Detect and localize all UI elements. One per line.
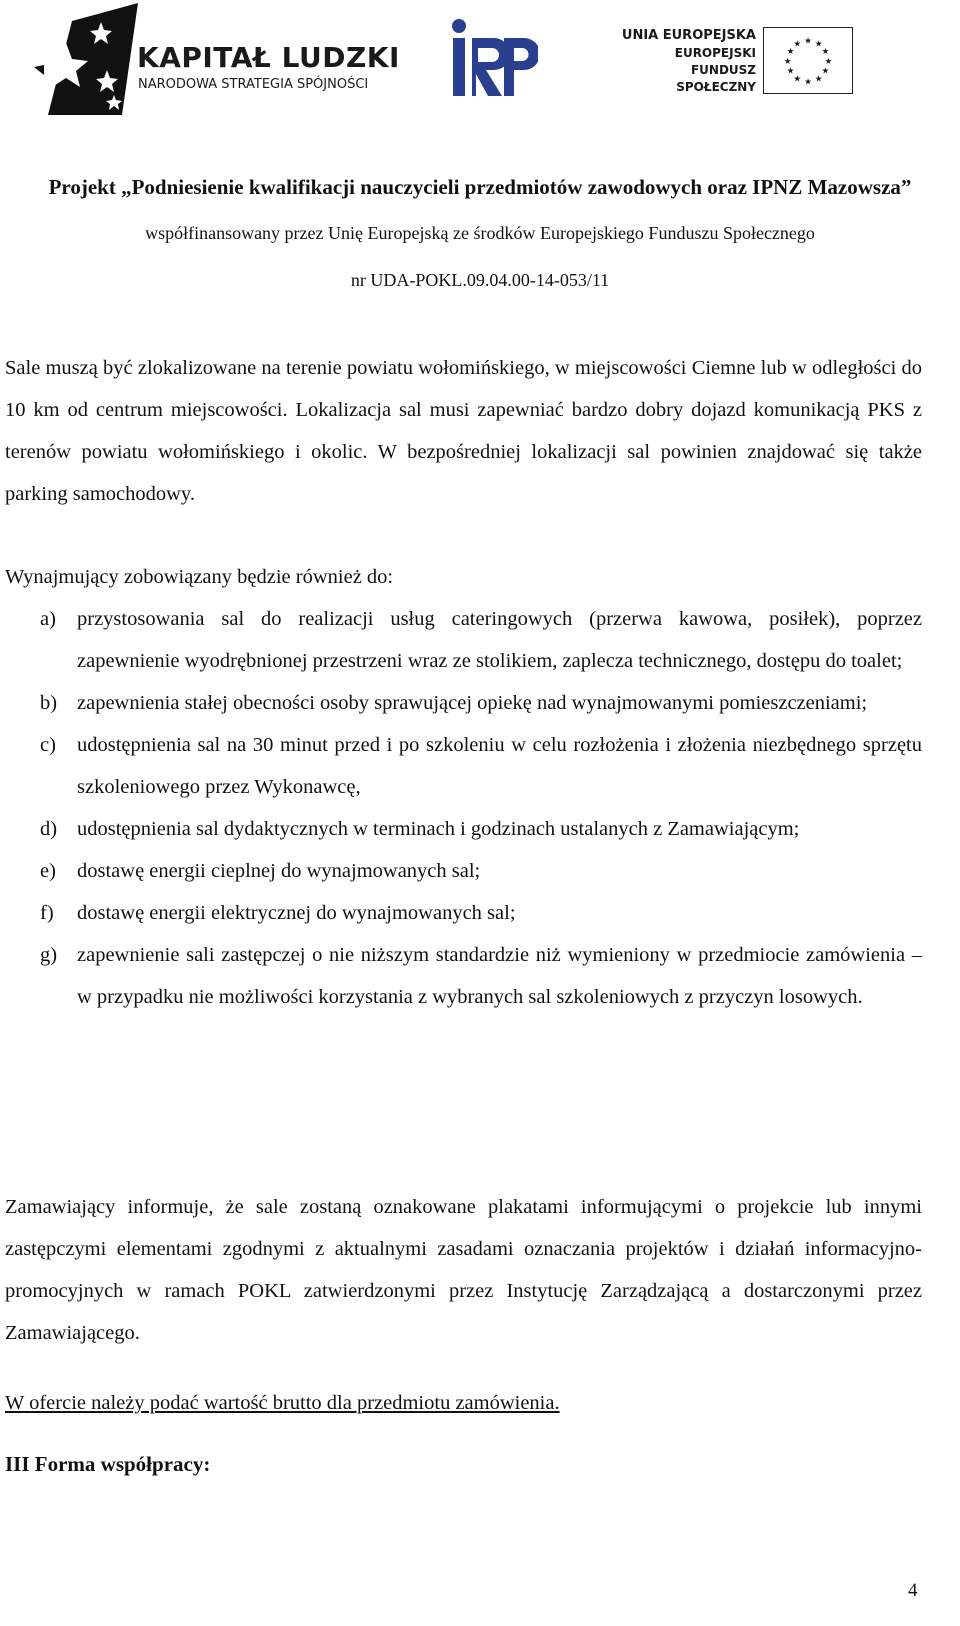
page-number: 4 bbox=[908, 1580, 918, 1601]
list-item-label: c) bbox=[40, 734, 56, 756]
eu-flag-icon bbox=[763, 27, 853, 94]
gross-value-note: W ofercie należy podać wartość brutto dla przedmiotu zamówienia. bbox=[5, 1392, 560, 1414]
svg-text:★: ★ bbox=[821, 47, 830, 58]
list-item bbox=[5, 682, 922, 724]
obligations-intro: Wynajmujący zobowiązany będzie również do: bbox=[5, 566, 394, 588]
list-item bbox=[5, 808, 922, 850]
kapital-ludzki-logo bbox=[30, 3, 400, 115]
list-item bbox=[5, 892, 922, 934]
list-item-text: zapewnienie sali zastępczej o nie niższym standardzie niż wymieniony w przedmiocie zamówienia – w przypadku nie możliwości korzystania z wybranych sal szkoleniowych z przyczyn losowych. bbox=[77, 944, 922, 1008]
eu-text bbox=[614, 27, 756, 96]
list-item bbox=[5, 598, 922, 682]
list-item-text: zapewnienia stałej obecności osoby sprawującej opiekę nad wynajmowanymi pomieszczeniami; bbox=[77, 692, 868, 714]
list-item-text: udostępnienia sal dydaktycznych w terminach i godzinach ustalanych z Zamawiającym; bbox=[77, 818, 800, 840]
svg-text:★: ★ bbox=[814, 39, 823, 50]
kapital-ludzki-star-icon bbox=[30, 3, 142, 115]
section-heading: III Forma współpracy: bbox=[5, 1452, 211, 1476]
list-item bbox=[5, 934, 922, 1018]
svg-text:★: ★ bbox=[793, 39, 802, 50]
project-title: Projekt „Podniesienie kwalifikacji nauczycieli przedmiotów zawodowych oraz IPNZ Mazowsza” bbox=[48, 175, 912, 199]
marking-paragraph: Zamawiający informuje, że sale zostaną oznakowane plakatami informującymi o projekcie lub innymi zastępczymi elementami zgodnymi z aktualnymi zasadami oznaczania projektów i działań informacyjno-promocyjnych w ramach POKL zatwierdzonymi przez Instytucję Zarządzającą a dostarczonymi przez Zamawiającego. bbox=[5, 1196, 922, 1344]
cofinancing-line: współfinansowany przez Unię Europejską ze środków Europejskiego Funduszu Społecznego bbox=[145, 223, 815, 243]
svg-text:★: ★ bbox=[821, 66, 830, 77]
svg-text:★: ★ bbox=[786, 66, 795, 77]
list-item-text: udostępnienia sal na 30 minut przed i po szkoleniu w celu rozłożenia i złożenia niezbędnego sprzętu szkoleniowego przez Wykonawcę, bbox=[77, 734, 922, 798]
list-item-label: e) bbox=[40, 860, 56, 882]
irp-logo bbox=[450, 18, 538, 100]
list-item-label: g) bbox=[40, 944, 58, 966]
kapital-ludzki-subtitle: NARODOWA STRATEGIA SPÓJNOŚCI bbox=[138, 77, 369, 92]
list-item bbox=[5, 724, 922, 808]
list-item-label: b) bbox=[40, 692, 58, 714]
list-item-text: dostawę energii cieplnej do wynajmowanych sal; bbox=[77, 860, 481, 882]
list-item-text: dostawę energii elektrycznej do wynajmowanych sal; bbox=[77, 902, 516, 924]
svg-text:★: ★ bbox=[824, 56, 833, 67]
eu-logo bbox=[614, 27, 864, 97]
obligations-list bbox=[5, 598, 922, 1018]
list-item-label: f) bbox=[40, 902, 54, 924]
svg-text:★: ★ bbox=[783, 56, 792, 67]
list-item-text: przystosowania sal do realizacji usług cateringowych (przerwa kawowa, posiłek), poprzez zapewnienie wyodrębnionej przestrzeni wraz ze stolikiem, zaplecza technicznego, dostępu do toalet; bbox=[77, 608, 922, 672]
list-item-label: d) bbox=[40, 818, 58, 840]
project-number: nr UDA-POKL.09.04.00-14-053/11 bbox=[350, 270, 610, 290]
list-item-label: a) bbox=[40, 608, 56, 630]
location-paragraph: Sale muszą być zlokalizowane na terenie powiatu wołomińskiego, w miejscowości Ciemne lub w odległości do 10 km od centrum miejscowości. Lokalizacja sal musi zapewniać bardzo dobry dojazd komunikacją PKS z terenów powiatu wołomińskiego i okolic. W bezpośredniej lokalizacji sal powinien znajdować się także parking samochodowy. bbox=[5, 357, 922, 505]
list-item bbox=[5, 850, 922, 892]
eu-line1: UNIA EUROPEJSKA bbox=[621, 28, 756, 43]
svg-text:★: ★ bbox=[793, 74, 802, 85]
svg-text:★: ★ bbox=[804, 36, 812, 47]
obligations-section bbox=[5, 556, 922, 1018]
svg-text:★: ★ bbox=[804, 77, 812, 88]
svg-text:★: ★ bbox=[786, 47, 795, 58]
svg-text:★: ★ bbox=[814, 74, 823, 85]
logo-bar bbox=[0, 0, 960, 120]
eu-line2: EUROPEJSKI bbox=[674, 46, 756, 60]
eu-line3: FUNDUSZ SPOŁECZNY bbox=[676, 63, 756, 94]
kapital-ludzki-title: KAPITAŁ LUDZKI bbox=[137, 41, 400, 74]
